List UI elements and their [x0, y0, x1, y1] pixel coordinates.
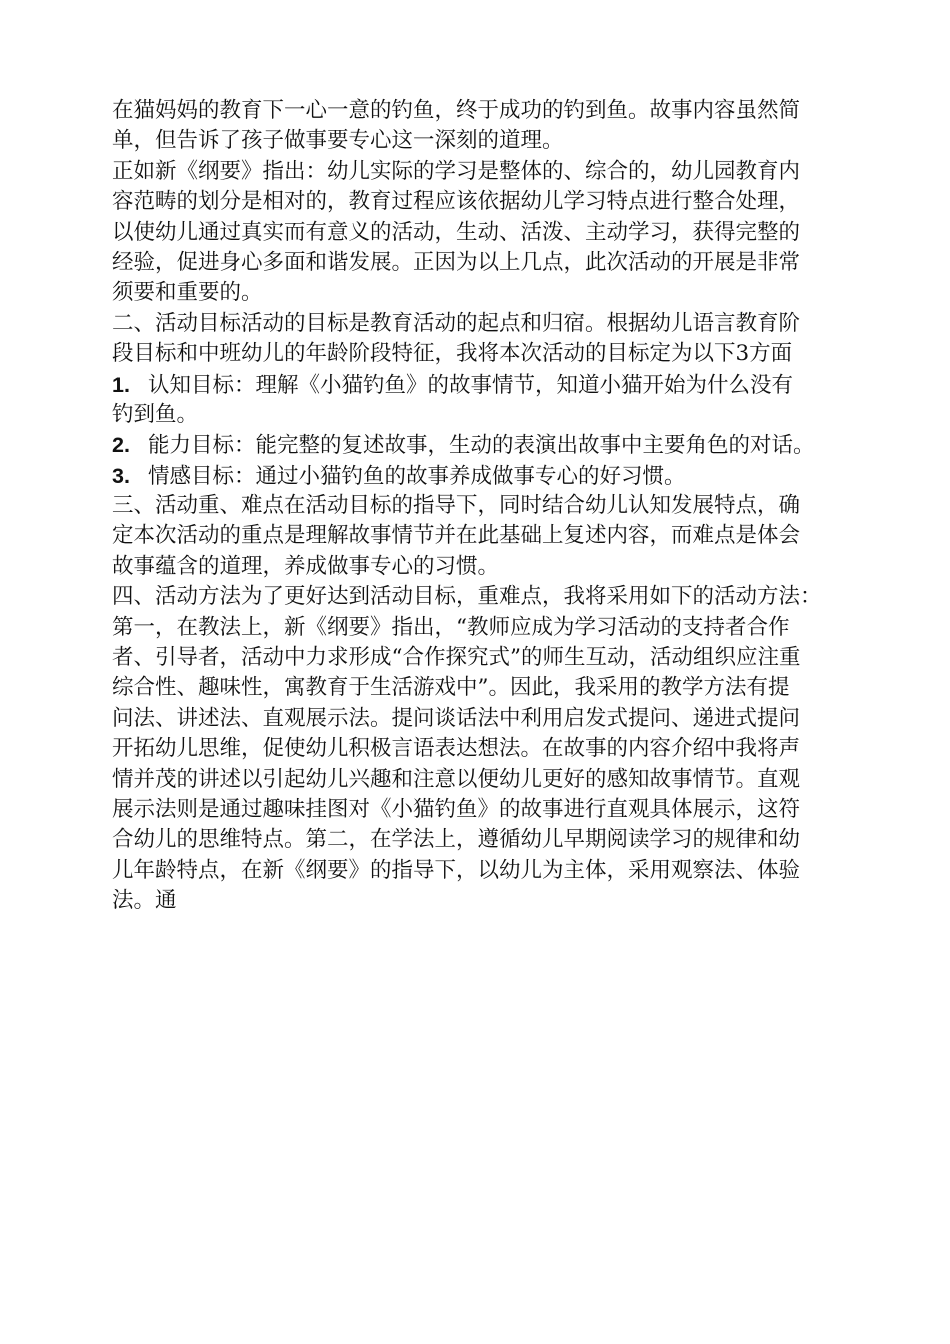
text-line: 故事蕴含的道理，养成做事专心的习惯。 — [112, 553, 500, 579]
text-line: 在猫妈妈的教育下一心一意的钓鱼，终于成功的钓到鱼。故事内容虽然简 — [112, 98, 801, 123]
text-line: 法。通 — [112, 888, 177, 914]
text-line: 正如新《纲要》指出：幼儿实际的学习是整体的、综合的，幼儿园教育内 — [112, 158, 801, 184]
goal-text: 认知目标：理解《小猫钓鱼》的故事情节，知道小猫开始为什么没有 — [148, 372, 794, 398]
text-line: 儿年龄特点，在新《纲要》的指导下，以幼儿为主体，采用观察法、体验 — [112, 857, 801, 883]
goal-text: 能力目标：能完整的复述故事，生动的表演出故事中主要角色的对话。 — [148, 433, 815, 459]
text-line: 定本次活动的重点是理解故事情节并在此基础上复述内容，而难点是体会 — [112, 523, 801, 549]
text-line: 以使幼儿通过真实而有意义的活动，生动、活泼、主动学习，获得完整的 — [112, 219, 801, 245]
document-body — [112, 96, 864, 917]
text-line: 问法、讲述法、直观展示法。提问谈话法中利用启发式提问、递进式提问 — [112, 705, 801, 731]
text-line: 容范畴的划分是相对的，教育过程应该依据幼儿学习特点进行整合处理， — [112, 189, 801, 215]
text-line: 须要和重要的。 — [112, 280, 263, 306]
text-line: 第一，在教法上，新《纲要》指出，“教师应成为学习活动的支持者合作 — [112, 614, 790, 640]
text-line: 情并茂的讲述以引起幼儿兴趣和注意以便幼儿更好的感知故事情节。直观 — [112, 766, 801, 792]
goal-item-continuation — [112, 400, 864, 430]
goal-number: 1. — [112, 372, 130, 397]
text-line: 四、活动方法为了更好达到活动目标，重难点，我将采用如下的活动方法： — [112, 584, 822, 610]
text-line: 三、活动重、难点在活动目标的指导下，同时结合幼儿认知发展特点，确 — [112, 493, 801, 519]
text-line: 综合性、趣味性，寓教育于生活游戏中”。因此，我采用的教学方法有提 — [112, 675, 790, 701]
text-line: 单，但告诉了孩子做事要专心这一深刻的道理。 — [112, 128, 564, 154]
text-line: 经验，促进身心多面和谐发展。正因为以上几点，此次活动的开展是非常 — [112, 249, 801, 275]
goal-number: 2. — [112, 433, 130, 458]
goal-item-ability — [112, 430, 864, 460]
text-line: 合幼儿的思维特点。第二，在学法上，遵循幼儿早期阅读学习的规律和幼 — [112, 827, 801, 853]
goal-text: 情感目标：通过小猫钓鱼的故事养成做事专心的好习惯。 — [148, 463, 686, 489]
goal-number: 3. — [112, 463, 130, 488]
text-line: 段目标和中班幼儿的年龄阶段特征，我将本次活动的目标定为以下3方面 — [112, 341, 793, 367]
goal-item-cognitive — [112, 370, 864, 400]
goal-text: 钓到鱼。 — [112, 401, 199, 427]
text-line: 展示法则是通过趣味挂图对《小猫钓鱼》的故事进行直观具体展示，这符 — [112, 796, 801, 822]
text-line: 开拓幼儿思维，促使幼儿积极言语表达想法。在故事的内容介绍中我将声 — [112, 736, 801, 762]
text-line: 二、活动目标活动的目标是教育活动的起点和归宿。根据幼儿语言教育阶 — [112, 310, 801, 336]
goal-item-emotion — [112, 461, 864, 491]
text-line: 者、引导者，活动中力求形成“合作探究式”的师生互动，活动组织应注重 — [112, 645, 801, 671]
